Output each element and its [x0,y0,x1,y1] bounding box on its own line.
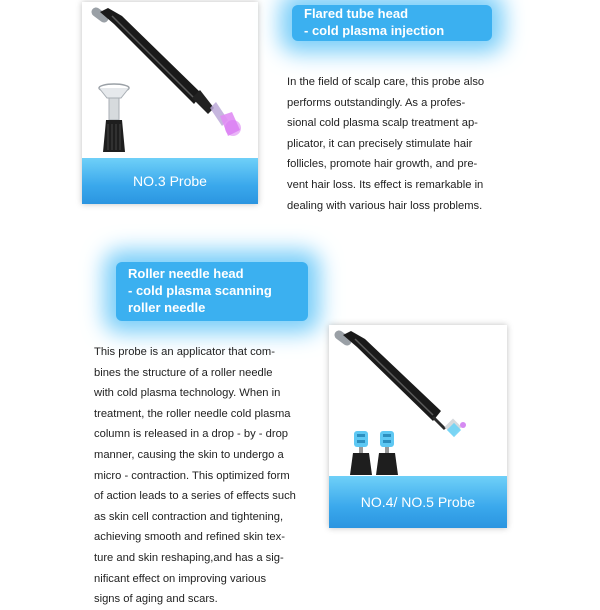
heading-line: - cold plasma scanning [128,283,272,298]
text-line: This probe is an applicator that com- [94,346,275,358]
text-line: as skin cell contraction and tightening, [94,510,284,523]
text-line: treatment, the roller needle cold plasma [94,407,291,420]
heading-line: Flared tube head [304,6,409,21]
roller-needle-description [94,342,326,610]
probe-no3-card [82,2,258,204]
text-line: follicles, promote hair growth, and pre- [287,158,478,171]
text-line: with cold plasma technology. When in [94,387,281,400]
text-line: In the field of scalp care, this probe also [287,76,485,88]
probe-no4-no5-card [329,325,507,528]
text-line: achieving smooth and refined skin tex- [94,531,285,544]
text-line: manner, causing the skin to undergo a [94,448,284,461]
text-line: sional cold plasma scalp treatment ap- [287,117,478,130]
text-line: micro - contraction. This optimized form [94,469,290,482]
roller-needle-heading [116,262,308,321]
heading-line: Roller needle head [128,266,244,281]
text-line: column is released in a drop - by - drop [94,428,289,441]
text-line: nificant effect on improving various [94,572,267,585]
probe-no4-no5-image [329,325,507,477]
flared-tube-heading [292,5,492,41]
flared-tube-description [287,72,517,216]
text-line: plicator, it can precisely stimulate hair [287,137,473,150]
probe-no4-no5-caption: NO.4/ NO.5 Probe [329,476,507,528]
text-line: signs of aging and scars. [94,593,218,606]
text-line: vent hair loss. Its effect is remarkable in [287,178,484,191]
text-line: bines the structure of a roller needle [94,366,273,379]
text-line: ture and skin reshaping,and has a sig- [94,551,284,564]
heading-line: - cold plasma injection [304,23,445,38]
text-line: performs outstandingly. As a profes- [287,96,466,109]
probe-no3-caption: NO.3 Probe [82,158,258,204]
heading-line: roller needle [128,300,206,315]
probe-no3-image [82,2,258,162]
text-line: of action leads to a series of effects such [94,490,296,503]
text-line: dealing with various hair loss problems. [287,199,483,212]
